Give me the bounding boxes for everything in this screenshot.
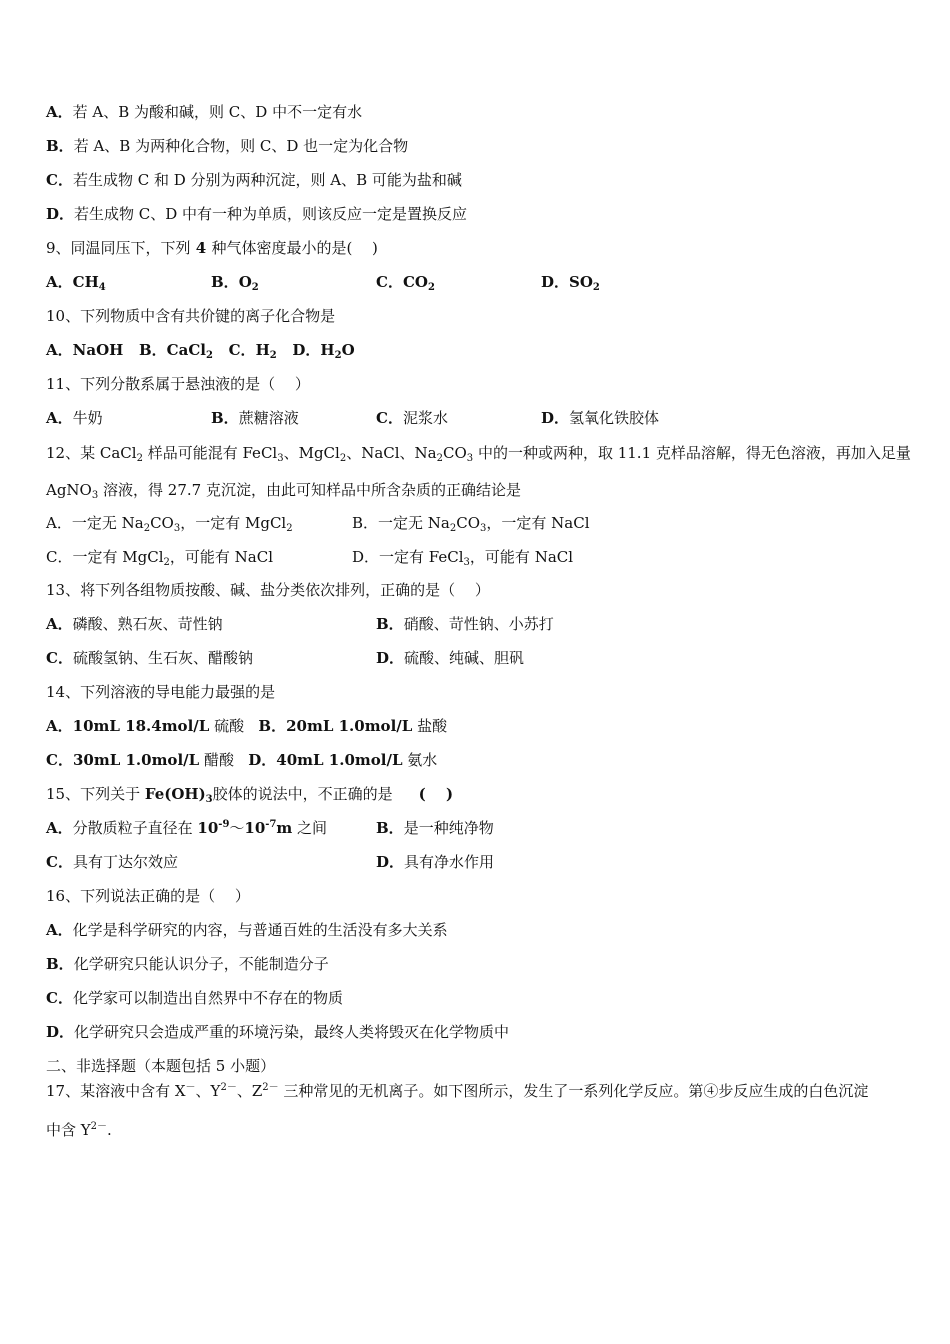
q16-option-b: B．化学研究只能认识分子，不能制造分子	[46, 955, 329, 973]
q12-options-cd	[46, 547, 573, 567]
q11-option-d: D．氢氧化铁胶体	[541, 409, 660, 427]
q13-stem: 13、将下列各组物质按酸、碱、盐分类依次排列，正确的是（ ）	[46, 581, 490, 599]
q11-option-b: B．蔗糖溶液	[211, 409, 299, 427]
stem-number: 4	[190, 239, 212, 257]
q12-stem-line2: AgNO$_3$ 溶液，得 27.7 克沉淀，由此可知样品中所含杂质的正确结论是	[46, 481, 521, 501]
q13-options-ab	[46, 614, 554, 634]
q8-option-b	[46, 136, 408, 156]
q14-option-d: D．40mL 1.0mol/L 氨水	[248, 751, 438, 769]
q11-option-a: A．牛奶	[46, 409, 103, 427]
q10-stem: 10、下列物质中含有共价键的离子化合物是	[46, 307, 336, 325]
q14-options-cd	[46, 750, 437, 770]
q8-option-d	[46, 204, 467, 224]
q12-option-b: B．一定无 $Na_2CO_3$，一定有 NaCl	[352, 514, 590, 534]
q16-option-d: D．化学研究只会造成严重的环境污染，最终人类将毁灭在化学物质中	[46, 1023, 510, 1041]
q12-option-a: A．一定无 $Na_2CO_3$，一定有 MgCl$_2$	[46, 514, 293, 534]
q16-option-c: C．化学家可以制造出自然界中不存在的物质	[46, 989, 343, 1007]
q16-option-a: A．化学是科学研究的内容，与普通百姓的生活没有多大关系	[46, 921, 448, 939]
q14-option-b: B．20mL 1.0mol/L 盐酸	[258, 717, 448, 735]
q15-option-b: B．是一种纯净物	[376, 819, 494, 837]
q9-options	[46, 272, 600, 292]
section-heading: 二、非选择题（本题包括 5 小题）	[46, 1057, 276, 1075]
q11-option-c: C．泥浆水	[376, 409, 448, 427]
option-text: 若生成物 C 和 D 分别为两种沉淀，则 A、B 可能为盐和碱	[72, 171, 462, 189]
stem-text: 9、同温同压下，下列	[46, 239, 191, 257]
q12-options-ab	[46, 513, 590, 533]
q14-options-ab	[46, 716, 447, 736]
q15-stem: 15、下列关于 $Fe(OH)_3$胶体的说法中，不正确的是 ( )	[46, 785, 454, 805]
q10-option-b: B．CaCl$_2$	[138, 341, 213, 361]
q17-stem-line2: 中含 $Y^{2-}$.	[46, 1121, 112, 1139]
q9-option-d: D．$SO_2$	[541, 273, 600, 293]
option-letter: B．	[46, 137, 74, 155]
q15-options-ab	[46, 818, 494, 838]
q16-stem: 16、下列说法正确的是（ ）	[46, 887, 250, 905]
q8-option-a	[46, 102, 362, 122]
q12-stem-line1: 12、某 CaCl$_2$ 样品可能混有 FeCl$_3$、MgCl$_2$、NaCl、$Na_2CO_3$ 中的一种或两种，取 11.1 克样品溶解，得无色溶液，再加入足量	[46, 444, 911, 464]
option-letter: C．	[46, 171, 73, 189]
q9-option-b: B．$O_2$	[211, 273, 259, 293]
q9-option-c: C．$CO_2$	[376, 273, 435, 293]
q11-options	[46, 408, 659, 428]
q8-option-c	[46, 170, 462, 190]
q13-option-d: D．硫酸、纯碱、胆矾	[376, 649, 525, 667]
option-letter: D．	[46, 205, 75, 223]
q13-option-a: A．磷酸、熟石灰、苛性钠	[46, 615, 223, 633]
q15-option-a: A．分散质粒子直径在 $10^{-9}\sim 10^{-7}m$ 之间	[46, 819, 328, 837]
q12-option-d: D．一定有 FeCl$_3$，可能有 NaCl	[352, 548, 574, 568]
q17-stem-line1: 17、某溶液中含有 X－、$Y^{2-}$、$Z^{2-}$ 三种常见的无机离子。如下图所示，发生了一系列化学反应。第④步反应生成的白色沉淀	[46, 1082, 869, 1100]
q15-option-c: C．具有丁达尔效应	[46, 853, 178, 871]
q13-options-cd	[46, 648, 524, 668]
q15-option-d: D．具有净水作用	[376, 853, 495, 871]
q9-stem	[46, 238, 378, 258]
q14-stem: 14、下列溶液的导电能力最强的是	[46, 683, 276, 701]
q10-options	[46, 340, 355, 360]
option-letter: A．	[46, 103, 73, 121]
option-text: 若生成物 C、D 中有一种为单质，则该反应一定是置换反应	[74, 205, 468, 223]
q13-option-b: B．硝酸、苛性钠、小苏打	[376, 615, 554, 633]
q10-option-a: A．NaOH	[46, 341, 124, 359]
stem-text: 种气体密度最小的是( )	[211, 239, 378, 257]
q10-option-c: C．$H_2$	[228, 341, 277, 361]
q11-stem: 11、下列分散系属于悬浊液的是（ ）	[46, 375, 310, 393]
q9-option-a: A．$CH_4$	[46, 273, 106, 293]
q12-option-c: C．一定有 MgCl$_2$，可能有 NaCl	[46, 548, 273, 568]
q10-option-d: D．$H_2O$	[292, 341, 355, 361]
option-text: 若 A、B 为两种化合物，则 C、D 也一定为化合物	[73, 137, 409, 155]
q15-options-cd	[46, 852, 494, 872]
q14-option-c: C．30mL 1.0mol/L 醋酸	[46, 751, 234, 769]
q13-option-c: C．硫酸氢钠、生石灰、醋酸钠	[46, 649, 253, 667]
option-text: 若 A、B 为酸和碱，则 C、D 中不一定有水	[72, 103, 363, 121]
q14-option-a: A．10mL 18.4mol/L 硫酸	[46, 717, 245, 735]
